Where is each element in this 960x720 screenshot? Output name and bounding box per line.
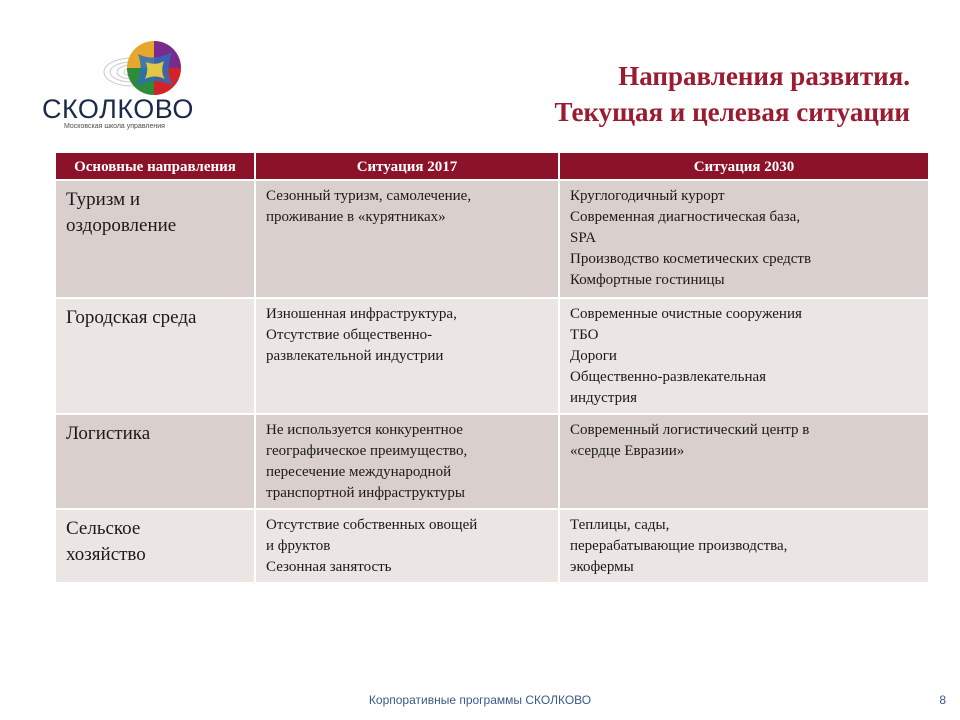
header-situation-2030: Ситуация 2030 — [559, 153, 928, 180]
direction-cell — [56, 298, 255, 414]
directions-table — [56, 153, 928, 582]
cell-line: и фруктов — [266, 538, 331, 554]
cell-line: Не используется конкурентное — [266, 422, 463, 438]
situation-2030-cell — [559, 414, 928, 509]
direction-cell — [56, 180, 255, 298]
situation-2017-cell — [255, 298, 559, 414]
cell-line: Сезонная занятость — [266, 559, 392, 575]
skolkovo-logo — [40, 34, 194, 134]
page-title — [350, 58, 910, 130]
cell-line: SPA — [570, 230, 597, 246]
situation-2017-cell — [255, 414, 559, 509]
table-row — [56, 298, 928, 414]
table-row — [56, 509, 928, 582]
cell-line: Изношенная инфраструктура, — [266, 306, 457, 322]
table-header-row — [56, 153, 928, 180]
footer-text: Корпоративные программы СКОЛКОВО — [368, 693, 592, 707]
cell-line: Круглогодичный курорт — [570, 188, 725, 204]
situation-2017-cell — [255, 180, 559, 298]
page-number: 8 — [939, 693, 946, 707]
cell-line: Производство косметических средств — [570, 251, 812, 267]
cell-line: Городская среда — [66, 307, 197, 328]
cell-line: развлекательной индустрии — [266, 348, 444, 364]
logo-subtitle: Московская школа управления — [64, 123, 165, 130]
cell-line: географическое преимущество, — [266, 443, 468, 459]
situation-2030-cell — [559, 509, 928, 582]
cell-line: проживание в «курятниках» — [266, 209, 446, 225]
direction-cell — [56, 509, 255, 582]
cell-line: Сезонный туризм, самолечение, — [266, 188, 472, 204]
cell-line: индустрия — [570, 390, 638, 406]
direction-cell — [56, 414, 255, 509]
cell-line: хозяйство — [66, 544, 146, 565]
cell-line: ТБО — [570, 327, 599, 343]
cell-line: транспортной инфраструктуры — [266, 485, 465, 501]
table-row — [56, 414, 928, 509]
cell-line: Сельское — [66, 518, 141, 539]
situation-2030-cell — [559, 298, 928, 414]
cell-line: Отсутствие общественно- — [266, 327, 433, 343]
logo-wordmark: СКОЛКОВО — [42, 94, 194, 124]
header-directions: Основные направления — [56, 153, 255, 180]
situation-2017-cell — [255, 509, 559, 582]
cell-line: «сердце Евразии» — [570, 443, 685, 459]
cell-line: Дороги — [570, 348, 617, 364]
header-situation-2017: Ситуация 2017 — [255, 153, 559, 180]
cell-line: Туризм и — [66, 189, 141, 210]
situation-2030-cell — [559, 180, 928, 298]
cell-line: перерабатывающие производства, — [570, 538, 788, 554]
cell-line: пересечение международной — [266, 464, 452, 480]
cell-line: оздоровление — [66, 215, 177, 236]
cell-line: Современный логистический центр в — [570, 422, 810, 438]
cell-line: Логистика — [66, 423, 151, 444]
cell-line: Общественно-развлекательная — [570, 369, 767, 385]
cell-line: Комфортные гостиницы — [570, 272, 725, 288]
cell-line: Теплицы, сады, — [570, 517, 670, 533]
cell-line: экофермы — [570, 559, 634, 575]
table-row — [56, 180, 928, 298]
page-title-line-1: Направления развития. — [618, 61, 910, 91]
cell-line: Современные очистные сооружения — [570, 306, 802, 322]
cell-line: Отсутствие собственных овощей — [266, 517, 478, 533]
page-title-line-2: Текущая и целевая ситуации — [554, 97, 910, 127]
cell-line: Современная диагностическая база, — [570, 209, 801, 225]
